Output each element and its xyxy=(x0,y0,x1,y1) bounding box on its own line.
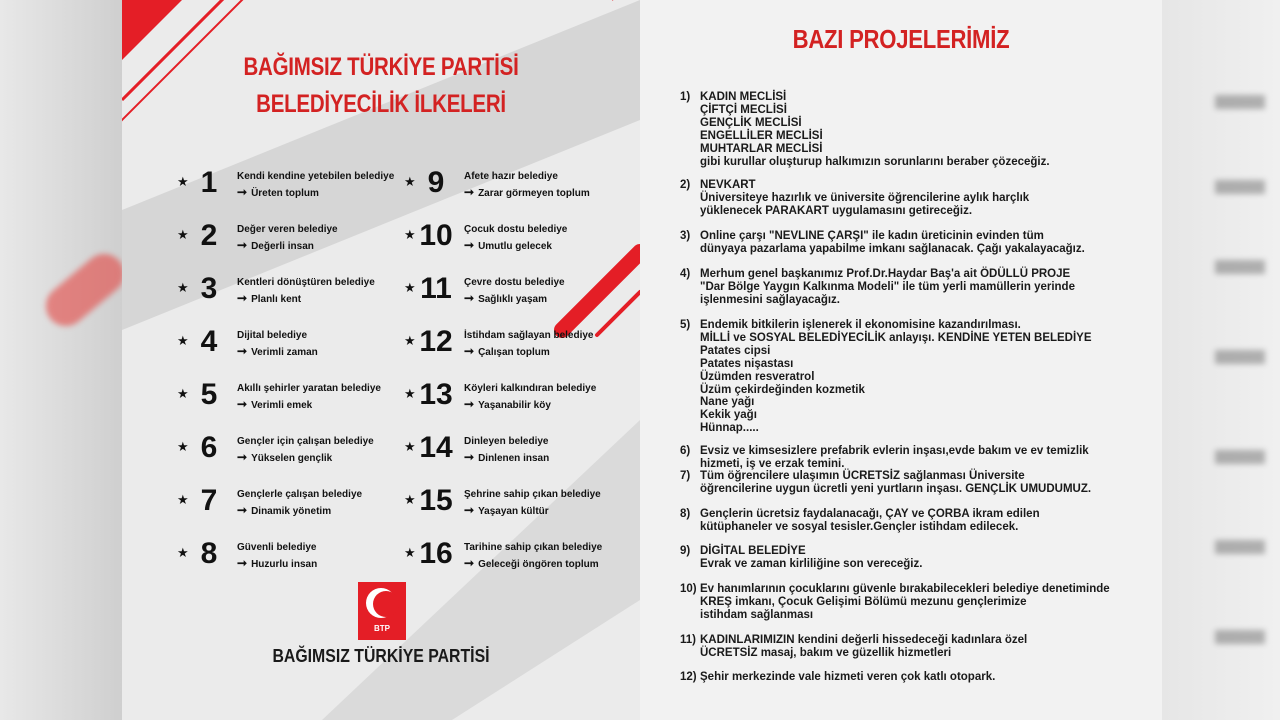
arrow-right-icon: ➞ xyxy=(237,344,248,358)
project-line: Üzümden resveratrol xyxy=(700,370,815,383)
project-text xyxy=(700,671,995,684)
principle-number: 1 xyxy=(200,166,218,199)
project-text xyxy=(700,268,1075,307)
star-icon: ★ xyxy=(404,333,416,348)
star-icon: ★ xyxy=(177,280,189,295)
project-line: Patates cipsi xyxy=(700,344,771,357)
principle-outcome-text: Sağlıklı yaşam xyxy=(478,294,547,305)
arrow-right-icon: ➞ xyxy=(464,185,475,199)
project-line: ÇİFTÇİ MECLİSİ xyxy=(700,103,787,116)
party-name: BAĞIMSIZ TÜRKİYE PARTİSİ xyxy=(272,646,490,666)
project-text xyxy=(700,230,1085,256)
blurred-background-left xyxy=(0,0,122,720)
star-icon: ★ xyxy=(177,386,189,401)
principle-number: 16 xyxy=(419,537,453,570)
project-text xyxy=(700,319,1092,435)
star-icon: ★ xyxy=(177,439,189,454)
project-number: 2) xyxy=(680,179,691,191)
principle-outcome xyxy=(237,344,318,358)
principle-description: Kendi kendine yetebilen belediye xyxy=(237,171,395,182)
projects-panel xyxy=(640,0,1162,720)
blurred-text xyxy=(1215,630,1265,644)
principle-outcome xyxy=(237,450,332,464)
project-line: işlenmesini sağlayacağız. xyxy=(700,293,840,306)
principle-description: İstihdam sağlayan belediye xyxy=(464,330,594,341)
project-text xyxy=(700,179,1029,218)
principle-outcome-text: Huzurlu insan xyxy=(251,559,318,570)
star-icon: ★ xyxy=(404,492,416,507)
project-number: 9) xyxy=(680,545,691,557)
principle-number: 8 xyxy=(200,537,218,570)
principle-number: 2 xyxy=(200,219,218,252)
logo-text: BTP xyxy=(374,624,390,633)
project-number: 4) xyxy=(680,268,691,280)
principle-outcome-text: Çalışan toplum xyxy=(478,347,550,358)
arrow-right-icon: ➞ xyxy=(237,450,248,464)
principle-description: Tarihine sahip çıkan belediye xyxy=(464,542,603,553)
blurred-text xyxy=(1215,260,1265,274)
principle-description: Gençlerle çalışan belediye xyxy=(237,489,363,500)
project-line: MİLLİ ve SOSYAL BELEDİYECİLİK anlayışı. KENDİNE YETEN BELEDİYE xyxy=(700,331,1092,344)
principle-outcome xyxy=(464,503,549,517)
project-line: KADINLARIMIZIN kendini değerli hissedeceği kadınlara özel xyxy=(700,634,1028,646)
project-line: Nane yağı xyxy=(700,396,755,409)
principle-description: Dijital belediye xyxy=(237,330,308,341)
project-number: 7) xyxy=(680,470,691,482)
principle-outcome xyxy=(464,556,599,570)
party-logo xyxy=(358,582,406,640)
star-icon: ★ xyxy=(177,227,189,242)
principle-outcome xyxy=(237,238,314,252)
principle-number: 15 xyxy=(419,484,453,517)
project-line: öğrencilerine uygun ücretli yeni yurtların inşası. GENÇLİK UMUDUMUZ. xyxy=(700,482,1092,495)
star-icon: ★ xyxy=(177,174,189,189)
principle-number: 10 xyxy=(419,219,453,252)
arrow-right-icon: ➞ xyxy=(237,291,248,305)
principle-outcome xyxy=(237,185,319,199)
project-number: 10) xyxy=(680,583,697,595)
star-icon: ★ xyxy=(404,174,416,189)
project-line: Ev hanımlarının çocuklarını güvenle bırakabilecekleri belediye denetiminde xyxy=(700,583,1110,595)
project-text xyxy=(700,508,1040,534)
project-line: Tüm öğrencilere ulaşımın ÜCRETSİZ sağlanması Üniversite xyxy=(700,470,1025,482)
left-title-line1: BAĞIMSIZ TÜRKİYE PARTİSİ xyxy=(243,53,519,81)
principle-outcome xyxy=(464,450,549,464)
project-number: 8) xyxy=(680,508,691,520)
project-text xyxy=(700,545,922,571)
blurred-text xyxy=(1215,180,1265,194)
principle-outcome xyxy=(237,397,312,411)
project-line: "Dar Bölge Yaygın Kalkınma Modeli" ile tüm yerli mamüllerin yerinde xyxy=(700,280,1075,293)
principle-description: Akıllı şehirler yaratan belediye xyxy=(237,383,381,394)
star-icon: ★ xyxy=(404,439,416,454)
project-line: NEVKART xyxy=(700,179,756,191)
principle-outcome-text: Yaşanabilir köy xyxy=(478,400,551,411)
principles-panel xyxy=(122,0,640,720)
principle-number: 12 xyxy=(419,325,453,358)
principle-number: 6 xyxy=(200,431,218,464)
principle-outcome-text: Verimli emek xyxy=(251,400,313,411)
project-line: yüklenecek PARAKART uygulamasını getireceğiz. xyxy=(700,204,973,217)
arrow-right-icon: ➞ xyxy=(464,291,475,305)
left-title-line2: BELEDİYECİLİK İLKELERİ xyxy=(256,90,506,118)
project-line: kütüphaneler ve sosyal tesisler.Gençler istihdam edilecek. xyxy=(700,520,1019,533)
blurred-text xyxy=(1215,350,1265,364)
principle-number: 7 xyxy=(200,484,218,517)
project-line: Şehir merkezinde vale hizmeti veren çok katlı otopark. xyxy=(700,671,996,683)
principle-outcome xyxy=(464,185,590,199)
principle-outcome xyxy=(464,397,551,411)
arrow-right-icon: ➞ xyxy=(464,450,475,464)
principle-number: 5 xyxy=(200,378,218,411)
star-icon: ★ xyxy=(404,386,416,401)
star-icon: ★ xyxy=(177,492,189,507)
project-line: dünyaya pazarlama yapabilme imkanı sağlanacak. Çağı yakalayacağız. xyxy=(700,242,1085,255)
principle-description: Köyleri kalkındıran belediye xyxy=(464,383,597,394)
arrow-right-icon: ➞ xyxy=(237,238,248,252)
project-line: Online çarşı "NEVLINE ÇARŞI" ile kadın üreticinin evinden tüm xyxy=(700,230,1044,242)
project-line: Patates nişastası xyxy=(700,357,794,370)
arrow-right-icon: ➞ xyxy=(464,238,475,252)
project-line: GENÇLİK MECLİSİ xyxy=(700,116,802,129)
project-text xyxy=(700,445,1089,471)
star-icon: ★ xyxy=(404,227,416,242)
arrow-right-icon: ➞ xyxy=(237,503,248,517)
principle-number: 11 xyxy=(420,272,452,305)
blurred-text xyxy=(1215,95,1265,109)
principle-outcome-text: Zarar görmeyen toplum xyxy=(478,188,590,199)
principle-outcome-text: Değerli insan xyxy=(251,241,314,252)
project-text xyxy=(700,634,1027,660)
arrow-right-icon: ➞ xyxy=(464,503,475,517)
principle-outcome-text: Dinamik yönetim xyxy=(251,506,332,517)
principle-outcome xyxy=(464,238,552,252)
principle-outcome-text: Umutlu gelecek xyxy=(478,241,552,252)
principle-description: Değer veren belediye xyxy=(237,224,338,235)
project-number: 5) xyxy=(680,319,691,331)
principle-outcome-text: Yaşayan kültür xyxy=(478,506,549,517)
principle-description: Çocuk dostu belediye xyxy=(464,224,568,235)
project-line: gibi kurullar oluşturup halkımızın sorunlarını beraber çözeceğiz. xyxy=(700,155,1050,168)
projects-title: BAZI PROJELERİMİZ xyxy=(792,24,1010,54)
principle-description: Şehrine sahip çıkan belediye xyxy=(464,489,601,500)
arrow-right-icon: ➞ xyxy=(464,397,475,411)
principle-description: Güvenli belediye xyxy=(237,542,317,553)
arrow-right-icon: ➞ xyxy=(464,344,475,358)
principle-number: 9 xyxy=(427,166,445,199)
principle-description: Afete hazır belediye xyxy=(464,171,558,182)
project-line: Üniversiteye hazırlık ve üniversite öğrencilerine aylık harçlık xyxy=(700,191,1030,204)
project-line: ÜCRETSİZ masaj, bakım ve güzellik hizmetleri xyxy=(700,646,952,659)
blurred-text xyxy=(1215,450,1265,464)
principle-number: 14 xyxy=(419,431,453,464)
project-line: Kekik yağı xyxy=(700,409,757,422)
project-number: 12) xyxy=(680,671,697,683)
project-line: Gençlerin ücretsiz faydalanacağı, ÇAY ve ÇORBA ikram edilen xyxy=(700,508,1040,520)
arrow-right-icon: ➞ xyxy=(237,185,248,199)
principle-outcome-text: Planlı kent xyxy=(251,294,302,305)
star-icon: ★ xyxy=(177,333,189,348)
principle-description: Çevre dostu belediye xyxy=(464,277,565,288)
principle-outcome xyxy=(464,344,550,358)
project-line: Hünnap..... xyxy=(700,422,759,435)
principle-number: 3 xyxy=(200,272,218,305)
project-line: Evrak ve zaman kirliliğine son vereceğiz. xyxy=(700,557,923,570)
star-icon: ★ xyxy=(404,545,416,560)
principle-outcome-text: Üreten toplum xyxy=(251,188,319,199)
principle-outcome-text: Geleceği öngören toplum xyxy=(478,559,599,570)
project-number: 3) xyxy=(680,230,691,242)
project-line: Endemik bitkilerin işlenerek il ekonomisine kazandırılması. xyxy=(700,319,1021,331)
project-line: KADIN MECLİSİ xyxy=(700,91,787,103)
principle-outcome xyxy=(237,503,331,517)
principle-outcome-text: Yükselen gençlik xyxy=(251,453,333,464)
principle-outcome xyxy=(237,291,301,305)
project-number: 11) xyxy=(680,634,696,646)
star-icon: ★ xyxy=(177,545,189,560)
project-line: MUHTARLAR MECLİSİ xyxy=(700,142,823,155)
principle-description: Kentleri dönüştüren belediye xyxy=(237,277,375,288)
project-line: KREŞ imkanı, Çocuk Gelişimi Bölümü mezunu gençlerimize xyxy=(700,595,1027,608)
project-number: 1) xyxy=(680,91,691,103)
star-icon: ★ xyxy=(404,280,416,295)
principle-description: Gençler için çalışan belediye xyxy=(237,436,374,447)
project-text xyxy=(700,583,1110,622)
principle-outcome xyxy=(237,556,317,570)
arrow-right-icon: ➞ xyxy=(464,556,475,570)
principle-outcome xyxy=(464,291,547,305)
principle-number: 4 xyxy=(200,325,218,358)
arrow-right-icon: ➞ xyxy=(237,397,248,411)
principle-description: Dinleyen belediye xyxy=(464,436,549,447)
project-line: Merhum genel başkanımız Prof.Dr.Haydar Baş'a ait ÖDÜLLÜ PROJE xyxy=(700,268,1071,280)
project-line: istihdam sağlanması xyxy=(700,608,814,621)
project-line: DİGİTAL BELEDİYE xyxy=(700,545,806,557)
principle-outcome-text: Dinlenen insan xyxy=(478,453,550,464)
principle-number: 13 xyxy=(419,378,453,411)
project-text xyxy=(700,470,1091,496)
principle-outcome-text: Verimli zaman xyxy=(251,347,318,358)
project-text xyxy=(700,91,1050,168)
project-line: hizmeti, iş ve erzak temini. xyxy=(700,457,845,470)
blurred-text xyxy=(1215,540,1265,554)
arrow-right-icon: ➞ xyxy=(237,556,248,570)
project-line: Üzüm çekirdeğinden kozmetik xyxy=(700,383,865,396)
project-number: 6) xyxy=(680,445,691,457)
project-line: ENGELLİLER MECLİSİ xyxy=(700,129,823,142)
project-line: Evsiz ve kimsesizlere prefabrik evlerin inşası,evde bakım ve ev temizlik xyxy=(700,445,1089,457)
